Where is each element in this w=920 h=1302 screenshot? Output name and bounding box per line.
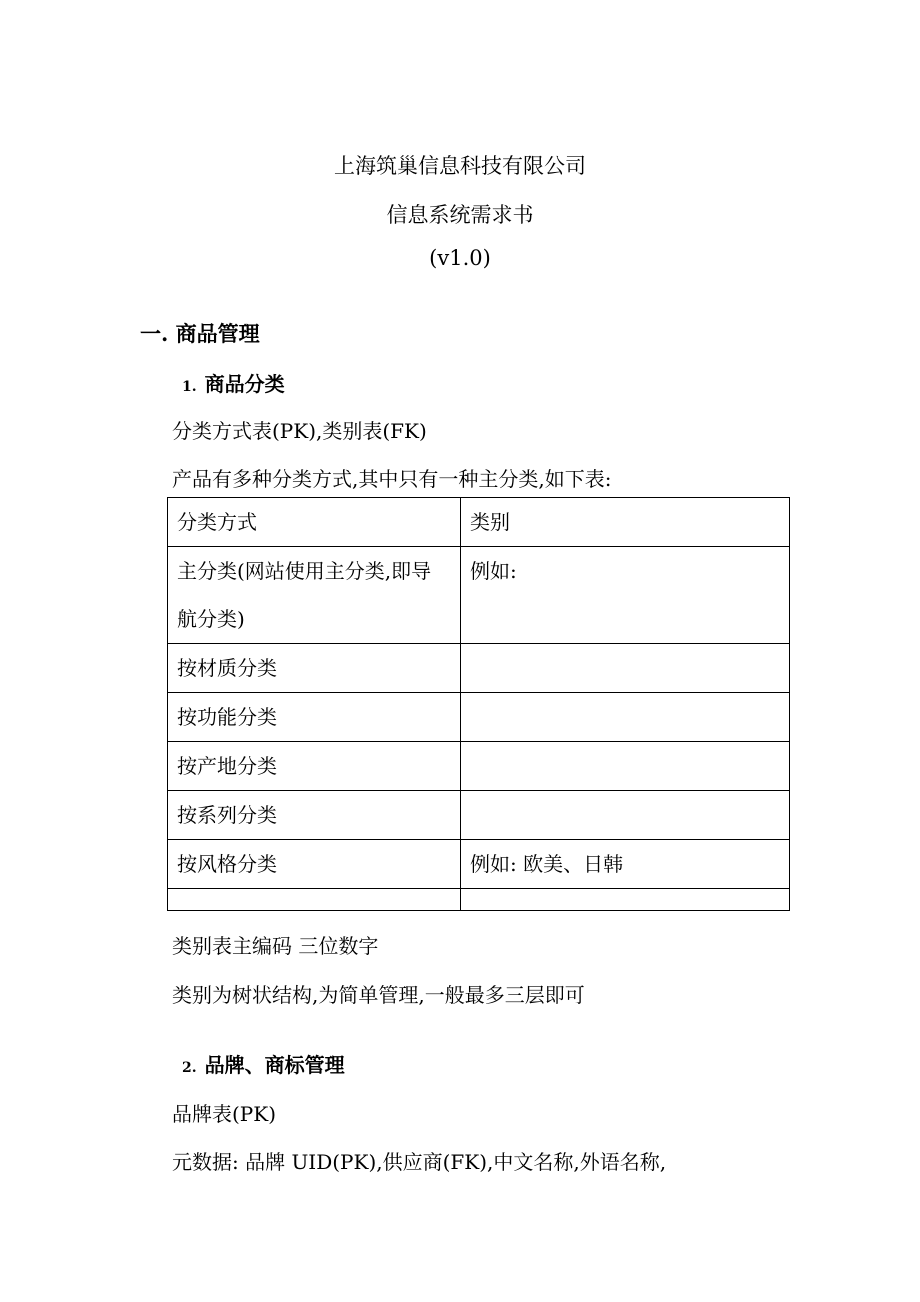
table-row	[168, 742, 790, 791]
table-cell: 例如: 欧美、日韩	[461, 840, 790, 889]
table-cell	[461, 889, 790, 911]
table-cell: 按系列分类	[168, 791, 461, 840]
document-version: (v1.0)	[429, 246, 491, 270]
table-row	[168, 547, 790, 644]
company-name: 上海筑巢信息科技有限公司	[334, 154, 586, 178]
table-cell: 主分类(网站使用主分类,即导航分类)	[168, 547, 461, 644]
category-table	[167, 497, 790, 911]
table-cell: 按功能分类	[168, 693, 461, 742]
subsection-number: 1.	[182, 379, 197, 395]
subsection-number: 2.	[182, 1060, 197, 1076]
subsection-title: 商品分类	[204, 372, 285, 396]
paragraph-category-tables: 分类方式表(PK),类别表(FK)	[172, 419, 427, 443]
table-cell: 按材质分类	[168, 644, 461, 693]
document-title: 信息系统需求书	[386, 203, 534, 227]
table-header-cell: 分类方式	[168, 498, 461, 547]
paragraph-category-tree: 类别为树状结构,为简单管理,一般最多三层即可	[172, 983, 585, 1007]
table-cell	[461, 693, 790, 742]
paragraph-category-intro: 产品有多种分类方式,其中只有一种主分类,如下表:	[172, 467, 612, 491]
table-cell: 按风格分类	[168, 840, 461, 889]
subsection-heading-brand-management	[182, 1049, 345, 1078]
table-header-row	[168, 498, 790, 547]
table-row	[168, 791, 790, 840]
table-cell: 例如:	[461, 547, 790, 644]
subsection-title: 品牌、商标管理	[204, 1053, 345, 1077]
paragraph-category-code: 类别表主编码 三位数字	[172, 934, 379, 958]
table-cell	[461, 742, 790, 791]
table-cell	[461, 791, 790, 840]
table-cell	[461, 644, 790, 693]
paragraph-brand-metadata: 元数据: 品牌 UID(PK),供应商(FK),中文名称,外语名称,	[172, 1150, 667, 1174]
subsection-heading-product-category	[182, 368, 285, 397]
table-row	[168, 889, 790, 911]
table-row	[168, 840, 790, 889]
table-header-cell: 类别	[461, 498, 790, 547]
table-cell	[168, 889, 461, 911]
section-heading-product-management: 一. 商品管理	[140, 321, 260, 346]
table-row	[168, 693, 790, 742]
paragraph-brand-table: 品牌表(PK)	[172, 1102, 277, 1126]
table-row	[168, 644, 790, 693]
table-cell: 按产地分类	[168, 742, 461, 791]
